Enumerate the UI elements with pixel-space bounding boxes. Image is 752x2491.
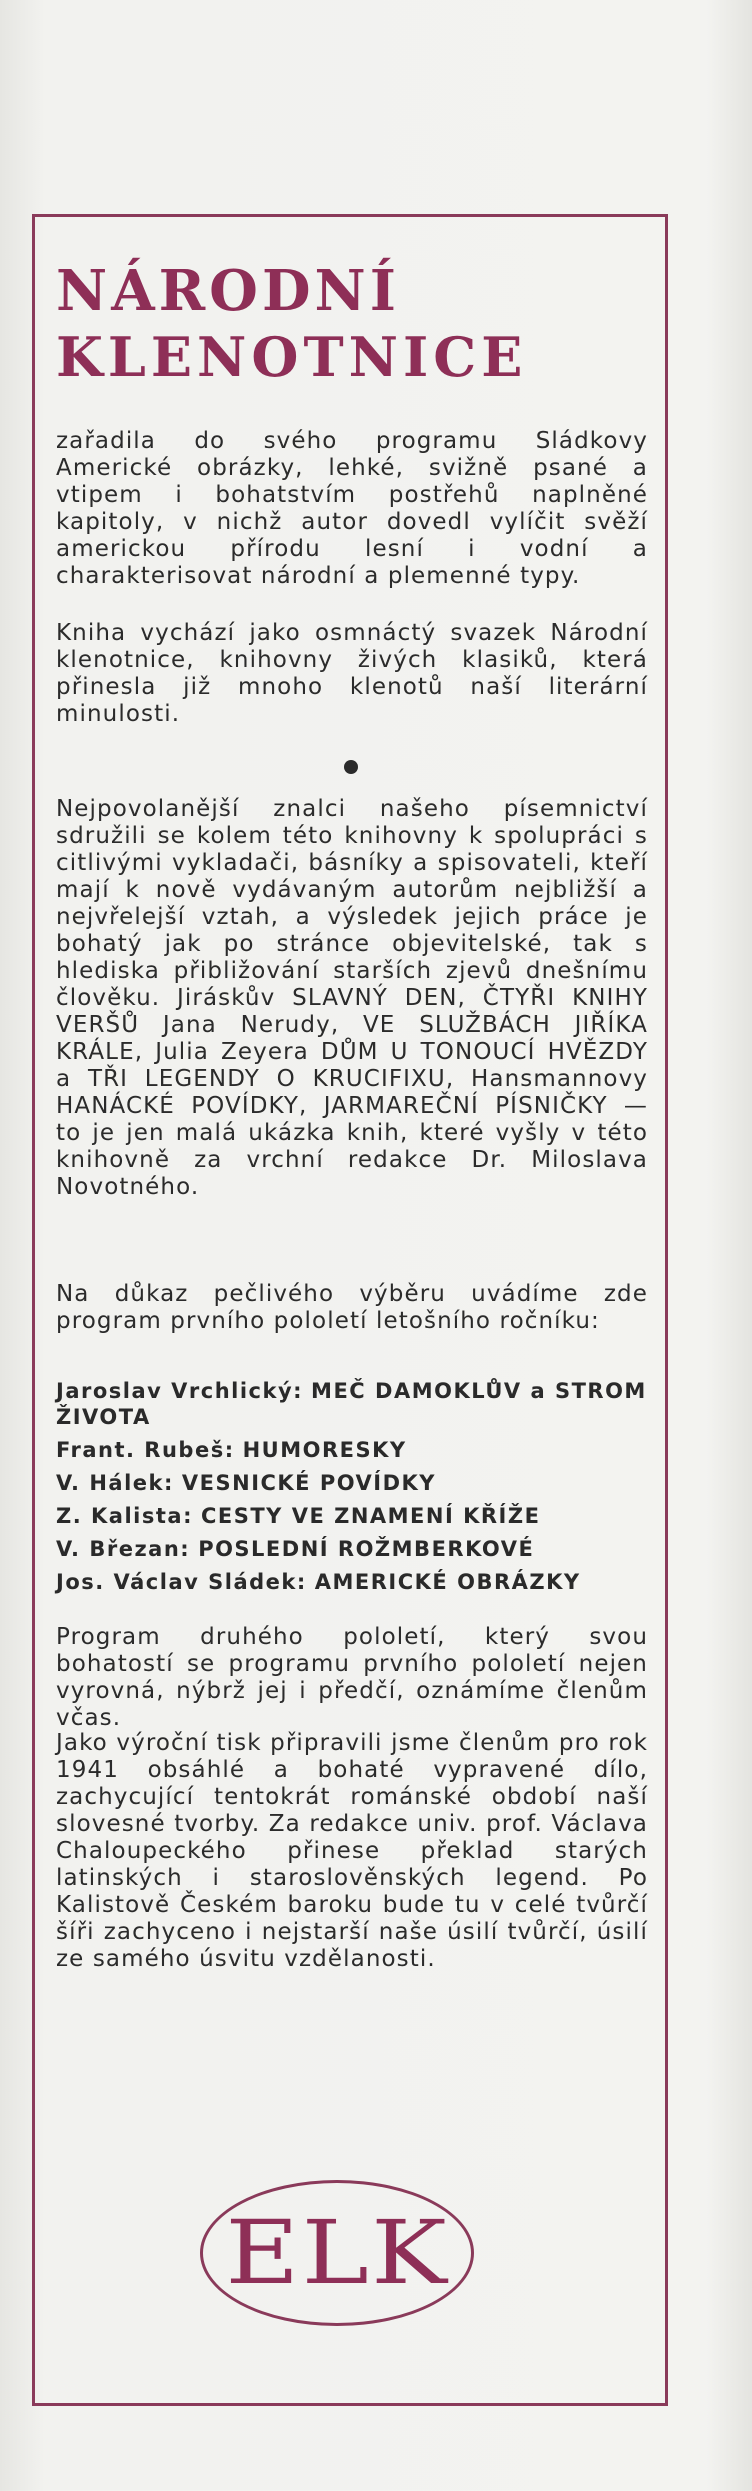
program-item-work: CESTY VE ZNAMENÍ KŘÍŽE (200, 1504, 541, 1528)
elk-logo-text: ELK (225, 2201, 449, 2304)
program-item-author: Jos. Václav Sládek: (56, 1570, 307, 1594)
program-item-author: Z. Kalista: (56, 1504, 193, 1528)
paragraph-second-half: Program druhého pololetí, který svou bohatostí se programu prvního pololetí nejen vyrovná, nýbrž jej i předčí, oznámíme členům včas. (56, 1624, 648, 1731)
paragraph-collaborators: Nejpovolanější znalci našeho písemnictví sdružili se kolem této knihovny k spolupráci s citlivými vykladači, básníky a spisovateli, kteří mají k nově vydávaným autorům nejbližší a nejvřelejší vztah, a výsledek jejich práce je bohatý jak po stránce objevitelské, tak s hlediska přibližování starších zjevů dnešnímu člověku. Jiráskův SLAVNÝ DEN, ČTYŘI KNIHY VERŠŮ Jana Nerudy, VE SLUŽBÁCH JIŘÍKA KRÁLE, Julia Zeyera DŮM U TONOUCÍ HVĚZDY a TŘI LEGENDY O KRUCIFIXU, Hansmannovy HANÁCKÉ POVÍDKY, JARMAREČNÍ PÍSNIČKY — to je jen malá ukázka knih, které vyšly v této knihovně za vrchní redakce Dr. Miloslava Novotného. (56, 796, 648, 1200)
paragraph-intro: zařadila do svého programu Sládkovy Americké obrázky, lehké, svižně psané a vtipem i bohatstvím postřehů naplněné kapitoly, v nichž autor dovedl vylíčit svěží americkou přírodu lesní i vodní a charakterisovat národní a plemenné typy. (56, 428, 648, 589)
program-item-work: AMERICKÉ OBRÁZKY (314, 1570, 581, 1594)
paragraph-anniversary-print: Jako výroční tisk připravili jsme členům pro rok 1941 obsáhlé a bohaté vypravené dílo, zachycující tentokrát románské období naší slovesné tvorby. Za redakce univ. prof. Václava Chaloupeckého přinese překlad starých latinských i staroslověnských legend. Po Kalistově Českém baroku bude tu v celé tvůrčí šíři zachyceno i nejstarší naše úsilí tvůrčí, úsilí ze samého úsvitu vzdělanosti. (56, 1730, 648, 1972)
program-item (56, 1378, 656, 1430)
program-item-work: MEČ DAMOKLŮV a STROM ŽIVOTA (56, 1379, 647, 1429)
title-line-narodni: NÁRODNÍ (56, 258, 400, 324)
program-list (56, 1378, 656, 1602)
program-item-author: V. Hálek: (56, 1471, 174, 1495)
program-item-work: POSLEDNÍ ROŽMBERKOVÉ (198, 1537, 535, 1561)
program-item (56, 1470, 656, 1496)
program-item (56, 1437, 656, 1463)
paragraph-program-intro: Na důkaz pečlivého výběru uvádíme zde program prvního pololetí letošního ročníku: (56, 1281, 648, 1334)
program-item-work: VESNICKÉ POVÍDKY (181, 1471, 436, 1495)
program-item-author: Frant. Rubeš: (56, 1438, 235, 1462)
title-line-klenotnice: KLENOTNICE (56, 325, 528, 389)
program-item (56, 1569, 656, 1595)
program-item (56, 1503, 656, 1529)
program-item-work: HUMORESKY (242, 1438, 407, 1462)
program-item-author: Jaroslav Vrchlický: (56, 1379, 304, 1403)
program-item-author: V. Březan: (56, 1537, 191, 1561)
section-divider-dot-icon (344, 760, 358, 774)
program-item (56, 1536, 656, 1562)
paragraph-volume: Kniha vychází jako osmnáctý svazek Národní klenotnice, knihovny živých klasiků, která přinesla již mnoho klenotů naší literární minulosti. (56, 620, 648, 727)
elk-logo (200, 2180, 474, 2326)
